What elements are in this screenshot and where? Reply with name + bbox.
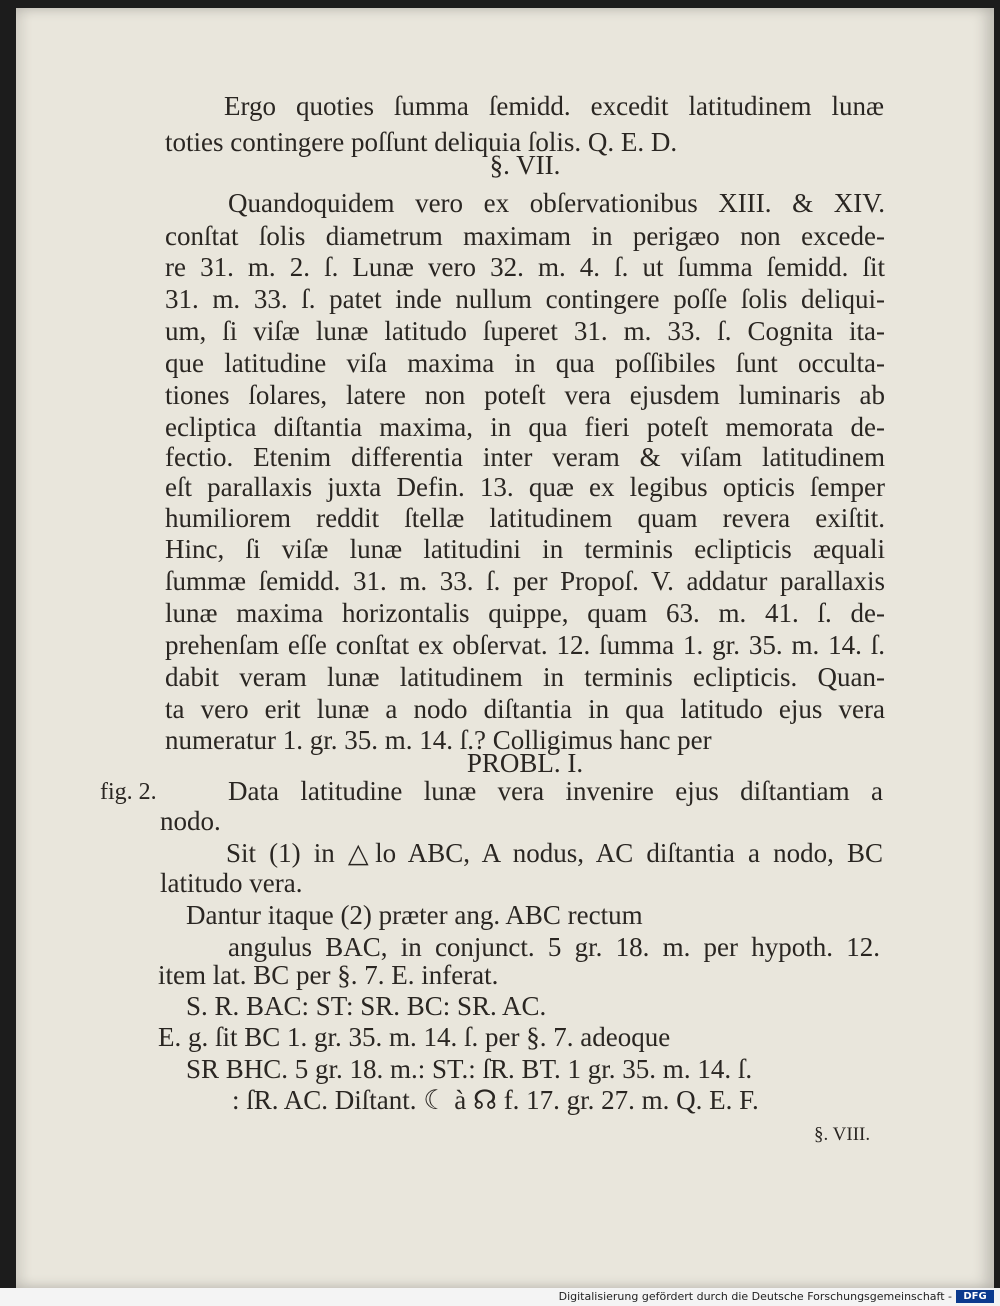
text-line: re 31. m. 2. ſ. Lunæ vero 32. m. 4. ſ. ut ſumma ſemidd. ſit bbox=[165, 252, 885, 282]
text-line: humiliorem reddit ſtellæ latitudinem quam revera exiſtit. bbox=[165, 503, 885, 533]
text-line: numeratur 1. gr. 35. m. 14. ſ.? Colligimus hanc per bbox=[165, 725, 712, 755]
proportion-line: SR BHC. 5 gr. 18. m.: ST.: ſR. BT. 1 gr. 35. m. 14. ſ. bbox=[186, 1054, 753, 1084]
text-line: um, ſi viſæ lunæ latitudo ſuperet 31. m. 33. ſ. Cognita ita- bbox=[165, 316, 885, 346]
problem-heading: PROBL. I. bbox=[466, 748, 584, 778]
text-line: Quandoquidem vero ex obſervationibus XIII. & XIV. bbox=[228, 188, 885, 218]
text-line: que latitudine viſa maxima in qua poſſibiles ſunt occulta- bbox=[165, 348, 885, 378]
text-line: ecliptica diſtantia maxima, in qua fieri poteſt memorata de- bbox=[165, 412, 885, 442]
text-line: angulus BAC, in conjunct. 5 gr. 18. m. per hypoth. 12. bbox=[228, 932, 880, 962]
text-line: nodo. bbox=[160, 806, 221, 836]
section-heading: §. VII. bbox=[489, 150, 561, 180]
text-line: ta vero erit lunæ a nodo diſtantia in qua latitudo ejus vera bbox=[165, 694, 885, 724]
margin-note: fig. 2. bbox=[100, 779, 157, 805]
text-line: conſtat ſolis diametrum maximam in perigæo non excede- bbox=[165, 221, 885, 251]
text-line: ſummæ ſemidd. 31. m. 33. ſ. per Propoſ. V. addatur parallaxis bbox=[165, 566, 885, 596]
text-line: item lat. BC per §. 7. E. inferat. bbox=[158, 960, 499, 990]
text-line: prehenſam eſſe conſtat ex obſervat. 12. ſumma 1. gr. 35. m. 14. ſ. bbox=[165, 630, 885, 660]
proportion-line: S. R. BAC: ST: SR. BC: SR. AC. bbox=[186, 991, 547, 1021]
text-line: eſt parallaxis juxta Defin. 13. quæ ex legibus opticis ſemper bbox=[165, 472, 885, 502]
text-line: Hinc, ſi viſæ lunæ latitudini in terminis eclipticis æquali bbox=[165, 534, 885, 564]
text-line: fectio. Etenim differentia inter veram & viſam latitudinem bbox=[165, 442, 885, 472]
text-line: latitudo vera. bbox=[160, 868, 303, 898]
text-line: Sit (1) in △lo ABC, A nodus, AC diſtantia a nodo, BC bbox=[226, 838, 883, 868]
text-line: lunæ maxima horizontalis quippe, quam 63. m. 41. ſ. de- bbox=[165, 598, 885, 628]
text-line: tiones ſolares, latere non poteſt vera ejusdem luminaris ab bbox=[165, 380, 885, 410]
dfg-logo-icon: DFG bbox=[956, 1290, 994, 1303]
text-line: 31. m. 33. ſ. patet inde nullum contingere poſſe ſolis deliqui- bbox=[165, 284, 885, 314]
proportion-line: : ſR. AC. Diſtant. ☾ à ☊ f. 17. gr. 27. m. Q. E. F. bbox=[232, 1085, 759, 1115]
footer-text: Digitalisierung gefördert durch die Deutsche Forschungsgemeinschaft - bbox=[558, 1290, 952, 1303]
text-line: E. g. ſit BC 1. gr. 35. m. 14. ſ. per §. 7. adeoque bbox=[158, 1022, 671, 1052]
text-line: Ergo quoties ſumma ſemidd. excedit latitudinem lunæ bbox=[224, 91, 884, 121]
text-line: toties contingere poſſunt deliquia ſolis. Q. E. D. bbox=[165, 127, 678, 157]
text-line: Dantur itaque (2) præter ang. ABC rectum bbox=[186, 900, 643, 930]
text-line: Data latitudine lunæ vera invenire ejus diſtantiam a bbox=[228, 776, 883, 806]
text-line: dabit veram lunæ latitudinem in terminis eclipticis. Quan- bbox=[165, 662, 885, 692]
catchword: §. VIII. bbox=[814, 1124, 871, 1145]
